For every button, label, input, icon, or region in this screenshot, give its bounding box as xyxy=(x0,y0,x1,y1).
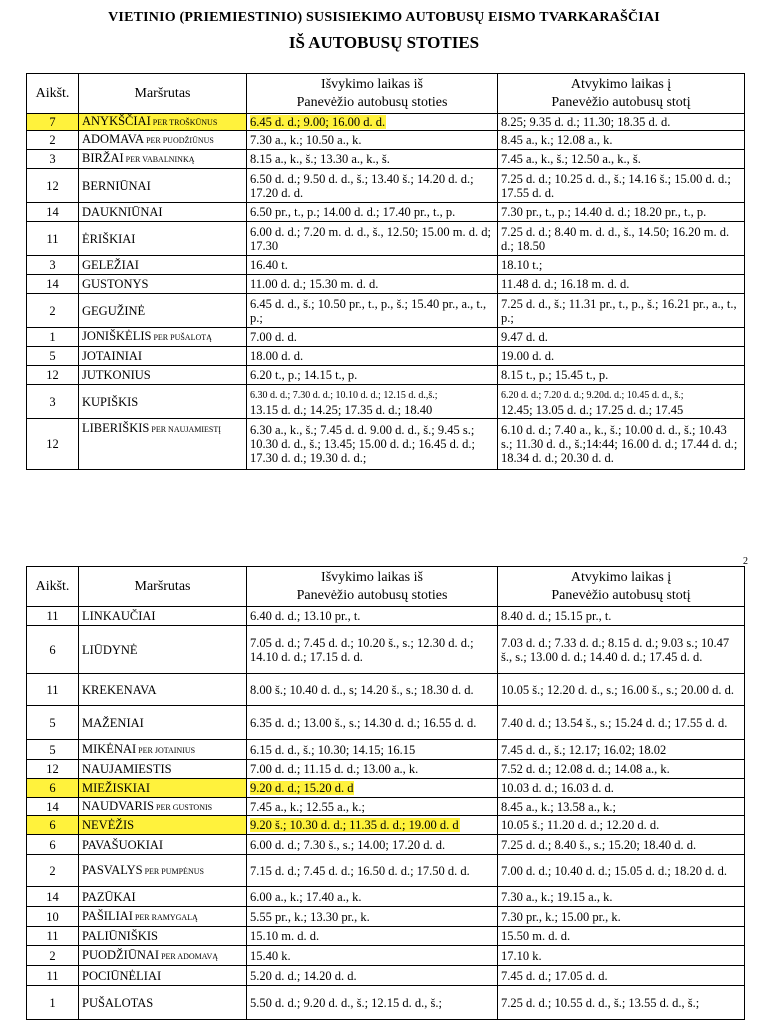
arrival-times: 7.45 a., k., š.; 12.50 a., k., š. xyxy=(501,152,641,166)
platform-cell: 12 xyxy=(27,366,79,385)
platform-cell: 7 xyxy=(27,114,79,131)
header-departure: Išvykimo laikas iš Panevėžio autobusų stoties xyxy=(247,567,498,607)
route-via: PER ADOMAVĄ xyxy=(159,951,219,961)
route-cell xyxy=(79,256,247,275)
departure-cell xyxy=(247,907,498,927)
table-row xyxy=(27,907,745,927)
platform-cell: 12 xyxy=(27,169,79,203)
departure-cell xyxy=(247,203,498,222)
arrival-times: 8.25; 9.35 d. d.; 11.30; 18.35 d. d. xyxy=(501,115,671,129)
departure-cell xyxy=(247,419,498,470)
departure-times: 8.00 š.; 10.40 d. d., s; 14.20 š., s.; 18.30 d. d. xyxy=(250,682,474,697)
departure-cell xyxy=(247,706,498,740)
departure-cell xyxy=(247,946,498,966)
arrival-times: 7.30 pr., k.; 15.00 pr., k. xyxy=(501,909,621,924)
arrival-times: 6.10 d. d.; 7.40 a., k., š.; 10.00 d. d., š.; 10.43 s.; 11.30 d. d., š.;14:44; 16.00 d. d.; 17.44 d. d.; 18.34 d. d.; 20.30 d. d. xyxy=(501,423,738,465)
table-header-row xyxy=(27,567,745,607)
departure-times: 6.30 a., k., š.; 7.45 d. d. 9.00 d. d., š.; 9.45 s.; 10.30 d. d., š.; 13.45; 15.00 d. d.; 16.45 d. d.; 17.30 d. d.; 19.30 d. d.; xyxy=(250,423,476,465)
route-cell xyxy=(79,131,247,150)
arrival-cell xyxy=(498,366,745,385)
departure-cell xyxy=(247,114,498,131)
arrival-times: 12.45; 13.05 d. d.; 17.25 d. d.; 17.45 xyxy=(501,402,684,417)
page-title-line-1: VIETINIO (PRIEMIESTINIO) SUSISIEKIMO AUTOBUSŲ EISMO TVARKARAŠČIAI xyxy=(108,10,660,25)
route-name: PAZŪKAI xyxy=(82,889,136,904)
departure-times: 7.00 d. d. xyxy=(250,330,297,344)
table-row xyxy=(27,966,745,986)
table-row xyxy=(27,816,745,835)
route-via: PER VABALNINKĄ xyxy=(123,155,195,164)
route-cell xyxy=(79,855,247,887)
departure-cell xyxy=(247,275,498,294)
departure-cell xyxy=(247,798,498,816)
route-name: POCIŪNĖLIAI xyxy=(82,968,162,983)
platform-cell: 14 xyxy=(27,275,79,294)
arrival-cell xyxy=(498,294,745,328)
table-row xyxy=(27,779,745,798)
arrival-times-line: 6.20 d. d.; 7.20 d. d.; 9.20d. d.; 10.45 d. d., š.; xyxy=(501,389,684,401)
departure-cell xyxy=(247,169,498,203)
arrival-cell xyxy=(498,607,745,626)
departure-times: 6.45 d. d., š.; 10.50 pr., t., p., š.; 15.40 pr., a., t., p.; xyxy=(250,296,487,325)
arrival-times: 19.00 d. d. xyxy=(501,349,555,363)
route-name: LINKAUČIAI xyxy=(82,609,156,623)
departure-cell xyxy=(247,816,498,835)
route-name: NAUDVARIS xyxy=(82,798,155,813)
departure-times: 13.15 d. d.; 14.25; 17.35 d. d.; 18.40 xyxy=(250,402,433,417)
platform-cell: 2 xyxy=(27,131,79,150)
route-via: PER NAUJAMIESTĮ xyxy=(149,425,221,434)
arrival-times: 7.03 d. d.; 7.33 d. d.; 8.15 d. d.; 9.03 s.; 10.47 š., s.; 13.00 d. d.; 14.40 d. d.; 17.45 d. d. xyxy=(501,635,730,664)
arrival-times: 15.50 m. d. d. xyxy=(501,929,571,943)
departure-cell xyxy=(247,740,498,760)
route-name: PAŠILIAI xyxy=(82,908,133,923)
header-departure: Išvykimo laikas iš Panevėžio autobusų stoties xyxy=(247,74,498,114)
departure-cell xyxy=(247,607,498,626)
platform-cell: 14 xyxy=(27,887,79,907)
arrival-times: 11.48 d. d.; 16.18 m. d. d. xyxy=(501,277,630,291)
route-cell xyxy=(79,907,247,927)
table-row xyxy=(27,607,745,626)
route-name: ĖRIŠKIAI xyxy=(82,231,136,246)
route-via: PER JOTAINIUS xyxy=(136,745,196,755)
departure-times: 7.05 d. d.; 7.45 d. d.; 10.20 š., s.; 12.30 d. d.; 14.10 d. d.; 17.15 d. d. xyxy=(250,635,474,664)
arrival-times: 7.25 d. d.; 8.40 m. d. d., š., 14.50; 16.20 m. d. d.; 18.50 xyxy=(501,224,730,253)
platform-cell: 5 xyxy=(27,347,79,366)
route-via: PER TROŠKŪNUS xyxy=(150,118,218,127)
platform-cell: 11 xyxy=(27,674,79,706)
arrival-cell xyxy=(498,674,745,706)
platform-cell: 10 xyxy=(27,907,79,927)
route-cell xyxy=(79,927,247,946)
route-cell xyxy=(79,114,247,131)
arrival-cell xyxy=(498,626,745,674)
table-row xyxy=(27,114,745,131)
header-arrival: Atvykimo laikas į Panevėžio autobusų stotį xyxy=(498,74,745,114)
route-cell xyxy=(79,946,247,966)
arrival-cell xyxy=(498,347,745,366)
arrival-cell xyxy=(498,419,745,470)
route-cell xyxy=(79,607,247,626)
route-cell xyxy=(79,706,247,740)
arrival-cell xyxy=(498,816,745,835)
route-name: PUŠALOTAS xyxy=(82,995,154,1010)
platform-cell: 12 xyxy=(27,760,79,779)
table-row xyxy=(27,946,745,966)
departure-times: 6.45 d. d.; 9.00; 16.00 d. d. xyxy=(250,115,386,129)
schedule-table-2 xyxy=(26,566,745,1020)
arrival-cell xyxy=(498,760,745,779)
table-row xyxy=(27,169,745,203)
platform-cell: 6 xyxy=(27,779,79,798)
departure-cell xyxy=(247,986,498,1020)
departure-times: 6.20 t., p.; 14.15 t., p. xyxy=(250,368,358,382)
arrival-cell xyxy=(498,150,745,169)
route-cell xyxy=(79,203,247,222)
platform-cell: 11 xyxy=(27,607,79,626)
table-row xyxy=(27,927,745,946)
table-row xyxy=(27,855,745,887)
arrival-times: 8.45 a., k.; 12.08 a., k. xyxy=(501,133,613,147)
platform-cell: 6 xyxy=(27,816,79,835)
route-name: GELEŽIAI xyxy=(82,258,139,272)
arrival-cell xyxy=(498,114,745,131)
departure-times: 6.50 d. d.; 9.50 d. d., š.; 13.40 š.; 14.20 d. d.; 17.20 d. d. xyxy=(250,171,474,200)
departure-cell xyxy=(247,256,498,275)
arrival-cell xyxy=(498,169,745,203)
arrival-times: 7.40 d. d.; 13.54 š., s.; 15.24 d. d.; 17.55 d. d. xyxy=(501,715,728,730)
departure-cell xyxy=(247,328,498,347)
header-route: Maršrutas xyxy=(79,74,247,114)
arrival-cell xyxy=(498,256,745,275)
arrival-cell xyxy=(498,222,745,256)
departure-times: 7.30 a., k.; 10.50 a., k. xyxy=(250,133,362,147)
route-name: PASVALYS xyxy=(82,862,143,877)
platform-cell: 2 xyxy=(27,855,79,887)
arrival-times: 7.52 d. d.; 12.08 d. d.; 14.08 a., k. xyxy=(501,762,670,776)
route-cell xyxy=(79,169,247,203)
route-cell xyxy=(79,419,247,470)
arrival-cell xyxy=(498,203,745,222)
table-row xyxy=(27,385,745,419)
header-arrival: Atvykimo laikas į Panevėžio autobusų stotį xyxy=(498,567,745,607)
route-name: ADOMAVA xyxy=(82,132,145,146)
departure-times-line: 6.30 d. d.; 7.30 d. d.; 10.10 d. d.; 12.15 d. d.,š.; xyxy=(250,389,438,401)
table-row xyxy=(27,256,745,275)
route-name: ANYKŠČIAI xyxy=(82,114,151,128)
route-cell xyxy=(79,966,247,986)
departure-cell xyxy=(247,366,498,385)
table-row xyxy=(27,740,745,760)
departure-times: 7.45 a., k.; 12.55 a., k.; xyxy=(250,799,365,814)
departure-times: 15.10 m. d. d. xyxy=(250,929,320,943)
departure-cell xyxy=(247,927,498,946)
table-row xyxy=(27,706,745,740)
route-cell xyxy=(79,328,247,347)
platform-cell: 14 xyxy=(27,203,79,222)
arrival-times: 9.47 d. d. xyxy=(501,330,548,344)
arrival-times: 17.10 k. xyxy=(501,948,542,963)
route-cell xyxy=(79,294,247,328)
platform-cell: 6 xyxy=(27,626,79,674)
route-name: BERNIŪNAI xyxy=(82,178,151,193)
route-name: JOTAINIAI xyxy=(82,349,143,363)
arrival-times: 7.25 d. d.; 8.40 š., s.; 15.20; 18.40 d. d. xyxy=(501,837,697,852)
route-via: PER PUŠALOTĄ xyxy=(151,333,212,342)
route-name: PUODŽIŪNAI xyxy=(82,947,160,962)
table-row xyxy=(27,294,745,328)
route-cell xyxy=(79,798,247,816)
arrival-cell xyxy=(498,385,745,419)
route-via: PER RAMYGALĄ xyxy=(132,912,198,922)
arrival-cell xyxy=(498,855,745,887)
departure-times: 11.00 d. d.; 15.30 m. d. d. xyxy=(250,277,379,291)
departure-cell xyxy=(247,222,498,256)
route-cell xyxy=(79,366,247,385)
platform-cell: 11 xyxy=(27,222,79,256)
route-cell xyxy=(79,385,247,419)
arrival-cell xyxy=(498,779,745,798)
departure-times: 15.40 k. xyxy=(250,948,291,963)
arrival-times: 7.30 a., k.; 19.15 a., k. xyxy=(501,889,613,904)
platform-cell: 14 xyxy=(27,798,79,816)
arrival-times: 10.03 d. d.; 16.03 d. d. xyxy=(501,781,614,795)
table-row xyxy=(27,203,745,222)
departure-cell xyxy=(247,385,498,419)
arrival-times: 10.05 š.; 12.20 d. d., s.; 16.00 š., s.; 20.00 d. d. xyxy=(501,682,735,697)
route-cell xyxy=(79,347,247,366)
route-cell xyxy=(79,150,247,169)
header-platform: Aikšt. xyxy=(27,74,79,114)
departure-cell xyxy=(247,626,498,674)
departure-cell xyxy=(247,131,498,150)
table-row xyxy=(27,835,745,855)
platform-cell: 2 xyxy=(27,294,79,328)
arrival-cell xyxy=(498,740,745,760)
route-name: MIKĖNAI xyxy=(82,741,137,756)
route-name: DAUKNIŪNAI xyxy=(82,205,163,219)
arrival-times: 8.15 t., p.; 15.45 t., p. xyxy=(501,368,609,382)
departure-times: 6.00 d. d.; 7.30 š., s.; 14.00; 17.20 d. d. xyxy=(250,837,446,852)
departure-times: 16.40 t. xyxy=(250,258,288,272)
route-cell xyxy=(79,816,247,835)
route-cell xyxy=(79,626,247,674)
departure-times: 7.15 d. d.; 7.45 d. d.; 16.50 d. d.; 17.50 d. d. xyxy=(250,863,470,878)
arrival-times: 7.45 d. d., š.; 12.17; 16.02; 18.02 xyxy=(501,742,667,757)
table-row xyxy=(27,760,745,779)
route-cell xyxy=(79,986,247,1020)
table-header-row xyxy=(27,74,745,114)
route-name: JUTKONIUS xyxy=(82,368,151,382)
route-cell xyxy=(79,275,247,294)
departure-times: 6.00 a., k.; 17.40 a., k. xyxy=(250,889,362,904)
departure-cell xyxy=(247,294,498,328)
platform-cell: 1 xyxy=(27,328,79,347)
route-name: KUPIŠKIS xyxy=(82,394,139,409)
arrival-cell xyxy=(498,986,745,1020)
page-number: 2 xyxy=(743,556,748,567)
route-name: BIRŽAI xyxy=(82,151,124,165)
route-name: GUSTONYS xyxy=(82,277,149,291)
route-name: JONIŠKĖLIS xyxy=(82,329,152,343)
departure-cell xyxy=(247,347,498,366)
route-name: NAUJAMIESTIS xyxy=(82,762,172,776)
table-row xyxy=(27,347,745,366)
schedule-table-1 xyxy=(26,73,745,470)
table-row xyxy=(27,275,745,294)
departure-times: 9.20 š.; 10.30 d. d.; 11.35 d. d.; 19.00 d. d xyxy=(250,818,459,832)
table-row xyxy=(27,222,745,256)
arrival-cell xyxy=(498,328,745,347)
departure-cell xyxy=(247,966,498,986)
route-name: LIBERIŠKIS xyxy=(82,421,150,435)
route-via: PER PUMPĖNUS xyxy=(142,866,204,876)
route-cell xyxy=(79,222,247,256)
route-name: LIŪDYNĖ xyxy=(82,642,138,657)
platform-cell: 5 xyxy=(27,706,79,740)
table-row xyxy=(27,674,745,706)
arrival-cell xyxy=(498,927,745,946)
departure-cell xyxy=(247,150,498,169)
arrival-times: 18.10 t.; xyxy=(501,258,543,272)
arrival-cell xyxy=(498,835,745,855)
arrival-times: 8.40 d. d.; 15.15 pr., t. xyxy=(501,609,612,623)
arrival-cell xyxy=(498,131,745,150)
arrival-cell xyxy=(498,907,745,927)
platform-cell: 3 xyxy=(27,385,79,419)
table-row xyxy=(27,419,745,470)
departure-cell xyxy=(247,855,498,887)
route-cell xyxy=(79,887,247,907)
arrival-times: 8.45 a., k.; 13.58 a., k.; xyxy=(501,799,616,814)
arrival-times: 7.25 d. d.; 10.55 d. d., š.; 13.55 d. d., š.; xyxy=(501,995,700,1010)
departure-times: 7.00 d. d.; 11.15 d. d.; 13.00 a., k. xyxy=(250,762,419,776)
platform-cell: 5 xyxy=(27,740,79,760)
table-row xyxy=(27,986,745,1020)
route-via: PER PUODŽIŪNUS xyxy=(144,136,214,145)
departure-cell xyxy=(247,779,498,798)
departure-cell xyxy=(247,674,498,706)
page-title-line-2: IŠ AUTOBUSŲ STOTIES xyxy=(288,33,480,52)
table-row xyxy=(27,887,745,907)
departure-cell xyxy=(247,760,498,779)
route-name: PALIŪNIŠKIS xyxy=(82,929,158,943)
arrival-cell xyxy=(498,798,745,816)
platform-cell: 12 xyxy=(27,419,79,470)
departure-times: 5.55 pr., k.; 13.30 pr., k. xyxy=(250,909,370,924)
table-row xyxy=(27,366,745,385)
platform-cell: 11 xyxy=(27,927,79,946)
route-via: PER GUSTONIS xyxy=(154,802,213,812)
arrival-times: 10.05 š.; 11.20 d. d.; 12.20 d. d. xyxy=(501,818,660,832)
table-row xyxy=(27,626,745,674)
route-name: MIEŽISKIAI xyxy=(82,781,151,795)
table-row xyxy=(27,131,745,150)
departure-times: 9.20 d. d.; 15.20 d. d xyxy=(250,781,354,795)
platform-cell: 3 xyxy=(27,150,79,169)
departure-cell xyxy=(247,835,498,855)
route-name: NEVĖŽIS xyxy=(82,818,135,832)
arrival-cell xyxy=(498,946,745,966)
header-platform: Aikšt. xyxy=(27,567,79,607)
departure-times: 6.00 d. d.; 7.20 m. d. d., š., 12.50; 15.00 m. d. d; 17.30 xyxy=(250,224,491,253)
route-cell xyxy=(79,760,247,779)
arrival-times: 7.00 d. d.; 10.40 d. d.; 15.05 d. d.; 18.20 d. d. xyxy=(501,863,728,878)
route-cell xyxy=(79,674,247,706)
departure-times: 6.50 pr., t., p.; 14.00 d. d.; 17.40 pr., t., p. xyxy=(250,205,456,219)
arrival-cell xyxy=(498,706,745,740)
arrival-cell xyxy=(498,887,745,907)
platform-cell: 6 xyxy=(27,835,79,855)
header-route: Maršrutas xyxy=(79,567,247,607)
arrival-times: 7.25 d. d., š.; 11.31 pr., t., p., š.; 16.21 pr., a., t., p.; xyxy=(501,296,737,325)
platform-cell: 3 xyxy=(27,256,79,275)
table-row xyxy=(27,798,745,816)
route-name: PAVAŠUOKIAI xyxy=(82,837,164,852)
departure-times: 6.40 d. d.; 13.10 pr., t. xyxy=(250,609,361,623)
arrival-times: 7.45 d. d.; 17.05 d. d. xyxy=(501,968,608,983)
arrival-times: 7.25 d. d.; 10.25 d. d., š.; 14.16 š.; 15.00 d. d.; 17.55 d. d. xyxy=(501,171,731,200)
departure-times: 5.20 d. d.; 14.20 d. d. xyxy=(250,968,357,983)
route-cell xyxy=(79,740,247,760)
platform-cell: 1 xyxy=(27,986,79,1020)
arrival-cell xyxy=(498,275,745,294)
departure-times: 5.50 d. d.; 9.20 d. d., š.; 12.15 d. d., š.; xyxy=(250,995,443,1010)
route-cell xyxy=(79,779,247,798)
departure-times: 18.00 d. d. xyxy=(250,349,304,363)
arrival-cell xyxy=(498,966,745,986)
departure-cell xyxy=(247,887,498,907)
arrival-times: 7.30 pr., t., p.; 14.40 d. d.; 18.20 pr., t., p. xyxy=(501,205,707,219)
table-row xyxy=(27,150,745,169)
route-cell xyxy=(79,835,247,855)
route-name: MAŽENIAI xyxy=(82,715,144,730)
departure-times: 6.35 d. d.; 13.00 š., s.; 14.30 d. d.; 16.55 d. d. xyxy=(250,715,477,730)
departure-times: 8.15 a., k., š.; 13.30 a., k., š. xyxy=(250,152,390,166)
platform-cell: 11 xyxy=(27,966,79,986)
departure-times: 6.15 d. d., š.; 10.30; 14.15; 16.15 xyxy=(250,742,416,757)
route-name: GEGUŽINĖ xyxy=(82,303,146,318)
table-row xyxy=(27,328,745,347)
route-name: KREKENAVA xyxy=(82,682,157,697)
platform-cell: 2 xyxy=(27,946,79,966)
